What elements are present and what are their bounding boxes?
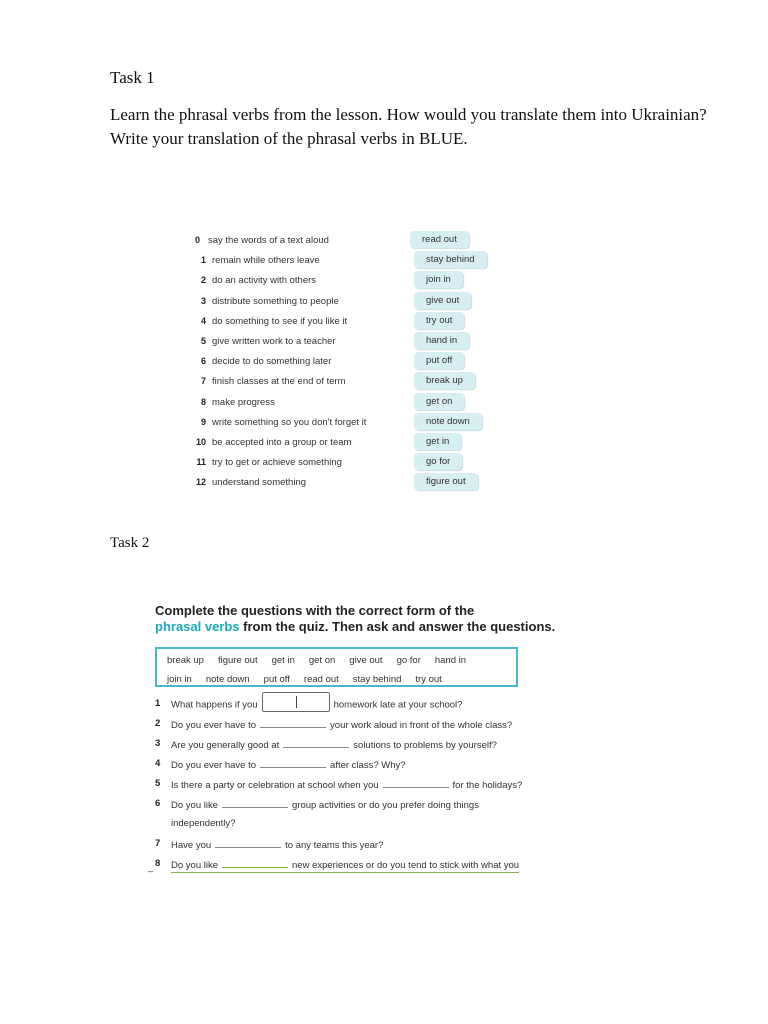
phrasal-verb-chip: go for xyxy=(414,453,462,470)
verb-number: 2 xyxy=(200,275,206,286)
phrasal-verb-chip: read out xyxy=(410,231,469,248)
question-item xyxy=(155,735,575,755)
question-item xyxy=(155,795,575,815)
verb-row xyxy=(190,352,510,372)
verb-row xyxy=(190,292,510,312)
question-number: 6 xyxy=(155,798,161,809)
verb-row xyxy=(190,473,510,493)
question-text-before: Do you like xyxy=(171,860,218,871)
verb-number: 10 xyxy=(195,436,206,447)
verb-number: 7 xyxy=(200,376,206,387)
verb-definition: give written work to a teacher xyxy=(212,335,336,347)
answer-blank[interactable] xyxy=(262,692,330,712)
verb-number: 0 xyxy=(194,235,200,245)
question-text xyxy=(171,698,462,712)
phrasal-verb-chip: try out xyxy=(414,312,464,329)
question-text xyxy=(171,778,522,791)
question-item xyxy=(155,715,575,735)
verb-number: 5 xyxy=(200,335,206,346)
verb-definition: do an activity with others xyxy=(212,275,317,287)
phrasal-verb-chip: note down xyxy=(414,413,482,430)
task1-heading: Task 1 xyxy=(110,68,155,87)
question-text xyxy=(171,858,519,873)
word-box-item: go for xyxy=(396,655,421,666)
verb-row xyxy=(190,453,510,473)
verb-row xyxy=(190,413,510,433)
verb-number: 11 xyxy=(196,457,206,468)
answer-blank[interactable] xyxy=(222,798,288,808)
word-box-item: get in xyxy=(271,655,295,666)
word-box-item: break up xyxy=(167,655,204,666)
question-number: 2 xyxy=(155,718,161,729)
question-text-after: new experiences or do you tend to stick with what you xyxy=(292,860,520,871)
question-item xyxy=(155,835,575,855)
verb-number: 9 xyxy=(200,416,206,427)
question-number: 8 xyxy=(155,858,161,869)
word-box-item: give out xyxy=(349,655,383,666)
word-box-item: try out xyxy=(415,674,442,685)
verb-number: 1 xyxy=(200,255,206,266)
word-box-item: get on xyxy=(308,655,336,666)
question-item xyxy=(155,855,575,875)
phrasal-verb-chip: figure out xyxy=(414,473,478,490)
verb-row xyxy=(190,271,510,291)
answer-blank[interactable] xyxy=(215,838,281,848)
verb-definition: do something to see if you like it xyxy=(212,315,348,327)
question-text xyxy=(171,798,479,811)
question-text xyxy=(171,738,497,751)
verb-row xyxy=(190,312,510,332)
question-item xyxy=(155,775,575,795)
question-text-after: homework late at your school? xyxy=(333,699,463,711)
answer-blank[interactable] xyxy=(222,858,288,868)
verb-definition: finish classes at the end of term xyxy=(212,376,346,388)
word-box-row-1 xyxy=(167,655,480,666)
verb-row xyxy=(190,332,510,352)
phrasal-verb-chip: stay behind xyxy=(414,251,487,268)
question-text-before: Are you generally good at xyxy=(171,740,280,751)
phrasal-verb-chip: get in xyxy=(414,433,461,450)
question-text-before: What happens if you xyxy=(171,699,258,711)
word-box-item: join in xyxy=(167,674,192,685)
question-item xyxy=(155,755,575,775)
question-number: 7 xyxy=(155,838,161,849)
task2-heading: Task 2 xyxy=(110,535,150,551)
answer-blank[interactable] xyxy=(283,738,349,748)
question-text-before: Have you xyxy=(171,840,212,851)
question-text xyxy=(171,718,512,731)
question-text-after: solutions to problems by yourself? xyxy=(353,740,497,751)
word-box-item: figure out xyxy=(217,655,258,666)
phrasal-verb-chip: get on xyxy=(414,393,464,410)
exercise-title-part1: Complete the questions with the correct form of the xyxy=(155,603,475,618)
verb-definition: distribute something to people xyxy=(212,295,339,307)
question-text-before: Is there a party or celebration at school when you xyxy=(171,780,379,791)
question-text-before: Do you ever have to xyxy=(171,760,257,771)
question-text-after: your work aloud in front of the whole class? xyxy=(330,720,513,731)
verb-definition: be accepted into a group or team xyxy=(212,436,352,448)
verb-row xyxy=(190,393,510,413)
verb-definition: make progress xyxy=(212,396,275,408)
word-box-item: read out xyxy=(303,674,339,685)
word-box-item: stay behind xyxy=(352,674,402,685)
verb-row xyxy=(190,231,510,251)
word-box-row-2 xyxy=(167,674,456,685)
question-text xyxy=(171,758,406,771)
question-text-after: after class? Why? xyxy=(330,760,406,771)
exercise-title-accent: phrasal verbs xyxy=(155,619,240,634)
phrasal-verb-list xyxy=(190,231,510,493)
verb-row xyxy=(190,433,510,453)
verb-row xyxy=(190,372,510,392)
question-text-after: group activities or do you prefer doing things xyxy=(292,800,479,811)
question-text-after: for the holidays? xyxy=(452,780,523,791)
verb-definition: remain while others leave xyxy=(212,255,320,267)
exercise-title-part2: from the quiz. Then ask and answer the questions. xyxy=(243,619,556,634)
exercise-title xyxy=(155,603,595,635)
task1-instruction: Learn the phrasal verbs from the lesson. How would you translate them into Ukrainian? Write your translation of the phrasal verbs in BLUE. xyxy=(110,105,707,148)
verb-number: 4 xyxy=(200,315,206,326)
phrasal-verb-chip: hand in xyxy=(414,332,469,349)
verb-definition: say the words of a text aloud xyxy=(208,235,329,246)
verb-number: 3 xyxy=(200,295,206,306)
verb-number: 6 xyxy=(200,356,206,367)
verb-row xyxy=(190,251,510,271)
question-text xyxy=(171,838,383,851)
question-text-before: Do you like xyxy=(171,800,218,811)
phrasal-verb-chip: join in xyxy=(414,271,463,288)
answer-blank[interactable] xyxy=(260,718,326,728)
phrasal-verb-chip: put off xyxy=(414,352,464,369)
question-item xyxy=(155,695,575,715)
question-number: 5 xyxy=(155,778,161,789)
word-box-item: put off xyxy=(263,674,290,685)
question-text-after: to any teams this year? xyxy=(285,840,384,851)
question-continuation-text: independently? xyxy=(171,818,236,829)
verb-number: 12 xyxy=(195,477,206,488)
question-number: 1 xyxy=(155,698,161,709)
verb-definition: understand something xyxy=(212,477,307,489)
stray-mark: _ xyxy=(148,862,154,872)
verb-definition: try to get or achieve something xyxy=(212,457,342,469)
verb-definition: decide to do something later xyxy=(212,356,332,368)
word-box xyxy=(155,647,518,687)
answer-blank[interactable] xyxy=(260,758,326,768)
verb-definition: write something so you don't forget it xyxy=(212,416,367,428)
answer-blank[interactable] xyxy=(383,778,449,788)
question-text-before: Do you ever have to xyxy=(171,720,257,731)
question-number: 4 xyxy=(155,758,161,769)
phrasal-verb-chip: break up xyxy=(414,372,475,389)
word-box-item: note down xyxy=(205,674,250,685)
verb-number: 8 xyxy=(200,396,206,407)
word-box-item: hand in xyxy=(434,655,467,666)
phrasal-verb-chip: give out xyxy=(414,292,471,309)
question-number: 3 xyxy=(155,738,161,749)
